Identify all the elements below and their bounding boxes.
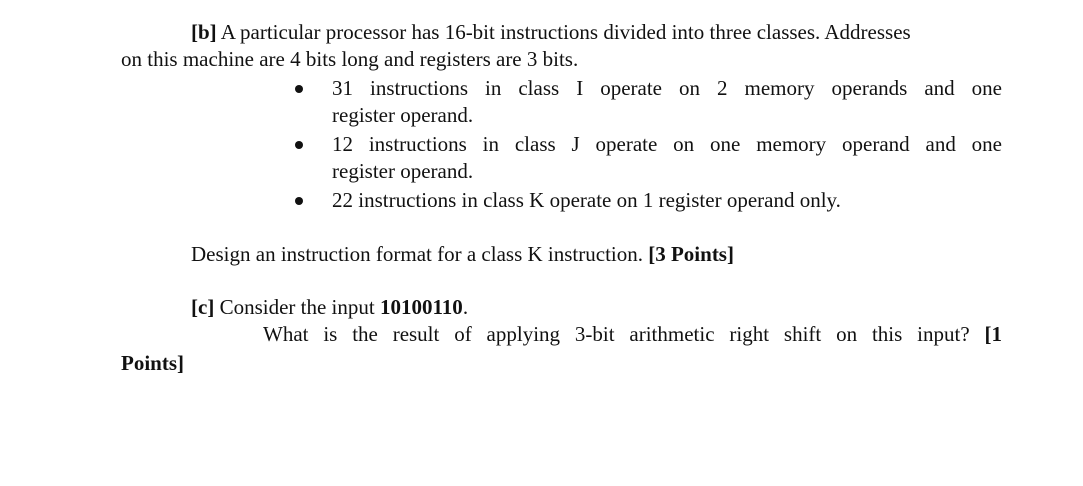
part-c-line-1 (191, 294, 468, 321)
part-b-text-line-1: A particular processor has 16-bit instructions divided into three classes. Addresses (220, 20, 911, 44)
bullet-3-line-1: 22 instructions in class K operate on 1 register operand only. (332, 188, 841, 212)
bullet-marker-1 (295, 85, 303, 93)
part-b-line-2: on this machine are 4 bits long and registers are 3 bits. (121, 47, 579, 71)
part-c-text: Consider the input (219, 295, 375, 319)
part-c-points-close-line (121, 350, 184, 377)
part-c-question-line (263, 321, 1002, 348)
bullet-2-line-2: register operand. (332, 159, 474, 183)
bullet-marker-2 (295, 141, 303, 149)
bullet-marker-3 (295, 197, 303, 205)
part-b-label: [b] (191, 20, 217, 44)
design-question-points: [3 Points] (648, 242, 734, 266)
design-question-text: Design an instruction format for a class K instruction. (191, 242, 643, 266)
bullet-1-line-1: 31 instructions in class I operate on 2 memory operands and one (332, 76, 1002, 100)
part-c-points-open: [1 (984, 322, 1002, 346)
bullet-1-line-2: register operand. (332, 103, 474, 127)
design-question (191, 241, 734, 268)
part-c-question: What is the result of applying 3-bit arithmetic right shift on this input? (263, 322, 970, 346)
part-c-points-close: Points] (121, 351, 184, 375)
part-c-label: [c] (191, 295, 215, 319)
part-b-line-1 (191, 19, 911, 46)
part-c-period: . (462, 295, 469, 319)
bullet-2-line-1: 12 instructions in class J operate on one memory operand and one (332, 132, 1002, 156)
part-c-input-value: 10100110 (379, 295, 463, 319)
